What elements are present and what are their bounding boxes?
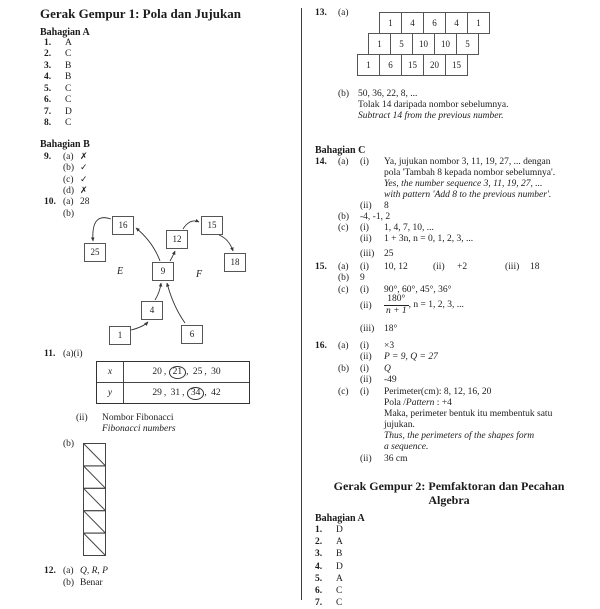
q15ciii-row [360,324,397,335]
part-label: (b) [63,163,75,174]
part-label: (c) [338,285,349,295]
answer-number: 2. [44,49,52,60]
answer-row [44,84,72,95]
answer-row [44,61,72,72]
question-11b-label: (b) [63,439,75,449]
answer-number: 7. [44,106,52,117]
sub-label: (i) [360,285,369,295]
section-c-heading: Bahagian C [315,145,366,156]
cell-value: 34 [187,387,205,400]
cycle-label-f: F [196,269,203,280]
sub-label: (ii) [360,234,372,244]
xy-sequence-table [96,361,250,404]
q14cii-row [360,234,473,245]
fraction-denominator: n + 1 [386,306,407,316]
cycle-box-12: 12 [166,230,188,249]
answer-letter: C [65,117,72,128]
answer-row [315,561,343,573]
answer-row [44,49,72,60]
answer-value: -49 [384,375,397,385]
part-label: (c) [338,223,349,233]
answer-value: 18 [530,262,540,272]
cycle-box-6: 6 [181,325,203,344]
q15cii-fraction-row [384,294,464,317]
question-15-head [315,262,582,273]
sub-label: (iii) [360,324,375,334]
question-number: 15. [315,262,327,272]
answer-letter: A [65,38,72,48]
question-13-head [315,8,360,19]
cycle-box-15: 15 [201,216,223,235]
cell-value: 30 [211,366,221,377]
table-cell [150,367,164,378]
sub-label: (i) [360,364,369,374]
table-cell [150,388,164,399]
pola-prefix: Pola / [384,398,406,408]
sub-label: (i) [360,223,369,233]
pattern-value: : +4 [434,398,452,408]
question-number: 13. [315,8,327,18]
answer-number: 5. [315,573,323,584]
question-12a-row [44,566,108,577]
answer-value: 36 cm [384,454,408,464]
chapter1-title: Gerak Gempur 1: Pola dan Jujukan [40,6,241,21]
pascal-cell: 1 [467,12,490,34]
pascal-row-3 [358,54,468,76]
sub-label: (i) [360,341,369,351]
answer-row [315,524,343,536]
cell-value: 21 [169,366,187,379]
sub-label: (iii) [360,249,375,259]
section-a-answer-list [44,38,72,129]
table-cell [186,367,204,378]
question-16-head [315,341,394,352]
answer-number: 6. [44,95,52,106]
conclusion-english [384,431,582,453]
answer-value: 90°, 60°, 45°, 36° [384,285,452,295]
part-label: (b) [63,578,75,588]
pascal-cell: 4 [401,12,424,34]
question-14-head [315,157,384,168]
pascal-cell: 1 [368,33,391,55]
answer-value: Q [384,364,391,374]
part-label: (a) [338,341,349,351]
answer-value: Benar [80,578,103,588]
part-label: (a)(i) [63,349,83,359]
q16ci-row [338,387,491,398]
part-label: (a) [63,152,74,162]
row-y-values [124,387,249,400]
text-line: pola 'Tambah 8 kepada nombor sebelumnya'. [384,168,556,178]
answer-number: 2. [315,537,323,548]
q15cii-label: (ii) [360,301,372,311]
part-label: (b) [338,273,350,283]
q16bi-row [338,364,391,375]
fraction [384,294,409,317]
chapter2-title-line1: Gerak Gempur 2: Pemfaktoran dan Pecahan [333,479,565,493]
answer-number: 4. [44,72,52,83]
cycle-box-16: 16 [112,216,134,235]
part-label: (c) [63,174,74,185]
pattern-note-malay: Tolak 14 daripada nombor sebelumnya. [358,100,509,110]
pascal-cell: 15 [445,54,468,76]
answer-value: 1, 4, 7, 10, ... [384,223,434,233]
answer-part-row [44,151,88,162]
sub-label: (i) [360,262,369,272]
answer-letter: C [65,95,72,106]
answer-letter: B [336,549,343,560]
cycle-arrows [75,214,255,354]
check-or-cross-mark: ✓ [80,162,88,173]
question-number: 16. [315,341,327,351]
question-number: 9. [44,152,52,162]
answer-letter: D [336,561,343,572]
answer-value: 18° [384,324,398,334]
answer-letter: B [65,72,72,83]
cycle-box-25: 25 [84,243,106,262]
table-cell [182,387,204,400]
question-number: 11. [44,349,56,359]
question-number: 12. [44,566,56,576]
cell-value: 42 [211,387,221,398]
answer-value: ×3 [384,341,395,351]
part-label: (d) [63,186,75,197]
section-b-heading: Bahagian B [40,139,90,150]
question-10a-row [44,197,90,208]
part-label: (a) [338,262,349,272]
answer-part-row [44,162,88,173]
cycle-box-4: 4 [141,301,163,320]
section-a2-heading: Bahagian A [315,513,365,524]
question-11-head [44,349,83,360]
pascal-cell: 15 [401,54,424,76]
sub-label: (i) [360,157,369,167]
answer-row [315,573,343,585]
answer-value: 25 [384,249,394,259]
cycle-label-e: E [117,266,124,277]
q16cii-row [360,454,407,465]
check-or-cross-mark: ✓ [80,173,88,184]
text-line: Thus, the perimeters of the shapes form [384,431,535,441]
cell-value: 29 [152,387,162,398]
check-or-cross-mark: ✗ [80,151,88,161]
pascal-cell: 10 [434,33,457,55]
answer-value: Perimeter(cm): 8, 12, 16, 20 [384,387,492,397]
answer-value: Q, R, P [80,566,108,576]
answer-letter: C [65,49,72,60]
q16aii-row [360,352,438,363]
cell-value: 31 [170,387,181,398]
q14aii-row [360,201,389,212]
table-cell [164,366,186,379]
sub-label: (ii) [433,262,445,272]
part-label: (a) [63,566,74,576]
cycle-box-1: 1 [109,326,131,345]
sub-label: (i) [360,387,369,397]
answer-row [315,597,343,609]
answer-row [44,72,72,83]
part-label: (ii) [76,413,88,423]
pascal-cell: 20 [423,54,446,76]
section-a2-answer-list [315,524,343,609]
answer-letter: C [65,83,72,94]
answer-letter: A [336,537,343,548]
pattern-line [384,398,452,409]
part-label: (a) [338,157,349,167]
text-line: Maka, perimeter bentuk itu membentuk satu [384,409,553,419]
answer-number: 1. [44,38,52,48]
check-or-cross-mark: ✗ [80,185,88,196]
answer-row [44,107,72,118]
q14ai-answer-english [384,179,582,201]
cycle-box-18: 18 [224,253,246,272]
table-cell [204,367,222,378]
answer-letter: A [336,573,343,584]
answer-row [44,118,72,129]
answer-number: 8. [44,117,52,128]
chapter2-title-line2: Algebra [428,493,470,507]
q16bii-row [360,375,397,386]
answer-row [44,95,72,106]
column-divider-line [301,8,302,600]
table-cell [164,388,182,399]
pascal-cell: 6 [379,54,402,76]
answer-letter: C [336,585,343,596]
sub-label: (ii) [360,375,372,385]
answer-letter: C [336,598,343,609]
text-line: jujukan. [384,420,415,430]
answer-row [44,38,72,49]
answer-value: 1 + 3n, n = 0, 1, 2, 3, ... [384,234,474,244]
answer-number: 1. [315,525,323,535]
cycle-box-9: 9 [152,262,174,281]
question-13b-label: (b) [338,89,350,99]
q14ci-row [338,223,434,234]
section-a-heading: Bahagian A [40,27,90,38]
conclusion-malay [384,409,582,431]
pascal-cell: 1 [379,12,402,34]
table-row-x [97,362,249,383]
part-label: (b) [338,364,350,374]
cell-value: 25 [192,366,203,377]
answer-row [315,548,343,560]
question-number: 14. [315,157,327,167]
table-cell [204,388,222,399]
sub-label: (iii) [505,262,520,272]
sub-label: (ii) [360,201,372,211]
answer-part-row [44,174,88,185]
answer-value: P = 9, Q = 27 [384,352,438,362]
part-label: (c) [338,387,349,397]
question-9-answers [44,151,88,197]
text-line: a sequence. [384,442,429,452]
fibonacci-strip-figure [83,443,107,557]
answer-value: 28 [80,197,90,207]
answer-part-row [44,185,88,196]
answer-value: 8 [384,201,389,211]
answer-value: +2 [457,262,468,272]
text-line: with pattern 'Add 8 to the previous number'. [384,190,552,200]
answer-letter: D [336,525,343,535]
pascal-cell: 1 [357,54,380,76]
chapter2-title [313,479,585,507]
pascal-cell: 4 [445,12,468,34]
part-label: (a) [338,8,349,18]
pattern-word: Pattern [405,398,435,408]
pascal-cell: 5 [456,33,479,55]
fraction-condition: , n = 1, 2, 3, ... [408,300,464,310]
q14ai-answer-malay [384,157,582,179]
table-row-y [97,383,249,403]
answer-value: -4, -1, 2 [360,212,391,222]
pascal-cell: 10 [412,33,435,55]
answer-number: 3. [44,60,52,71]
pascal-cell: 6 [423,12,446,34]
answer-text-english: Fibonacci numbers [102,424,176,434]
question-number: 10. [44,197,56,207]
question-12b-row [63,578,103,589]
pascal-row-2 [369,33,479,55]
text-line: Ya, jujukan nombor 3, 11, 19, 27, ... dengan [384,157,551,167]
answer-number: 4. [315,561,323,572]
answer-value: 9 [360,273,365,283]
text-line: Yes, the number sequence 3, 11, 19, 27, ... [384,179,543,189]
number-cycle-figure [75,214,255,354]
answer-number: 7. [315,598,323,609]
cell-value: 20 [152,366,162,377]
answer-number: 5. [44,83,52,94]
question-10b-label: (b) [63,209,75,219]
question-11aii-row [76,413,174,424]
row-x-values [124,366,249,379]
pascal-cell: 5 [390,33,413,55]
answer-letter: B [65,60,72,71]
sequence-answer: 50, 36, 22, 8, ... [358,89,418,99]
row-label-y: y [97,383,124,403]
q15b-row [338,273,365,284]
answer-number: 3. [315,549,323,560]
sub-label: (ii) [360,352,372,362]
sub-label: (ii) [360,454,372,464]
part-label: (b) [338,212,350,222]
q14b-row [338,212,390,223]
part-label: (a) [63,197,74,207]
answer-letter: D [65,106,72,117]
row-label-x: x [97,362,124,382]
answer-row [315,536,343,548]
pascal-row-1 [380,12,490,34]
fraction-numerator: 180° [387,294,406,304]
pattern-note-english: Subtract 14 from the previous number. [358,111,504,121]
q14ciii-row [360,249,394,260]
answer-row [315,585,343,597]
answer-number: 6. [315,585,323,596]
answer-text: Nombor Fibonacci [102,413,174,423]
answer-value: 10, 12 [384,262,408,272]
